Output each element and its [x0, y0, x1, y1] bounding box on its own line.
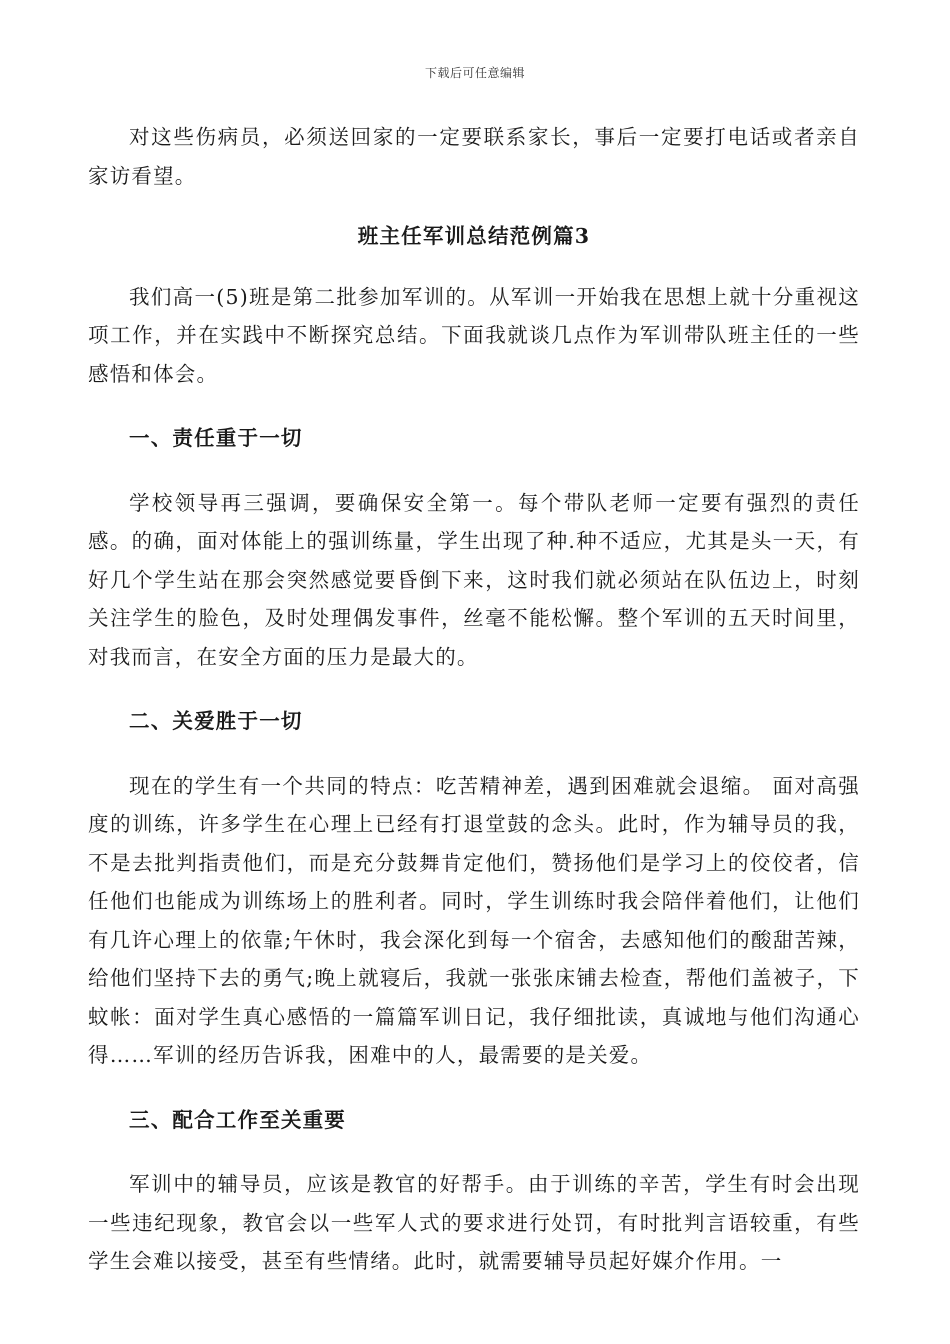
document-title: 班主任军训总结范例篇3 [357, 224, 591, 248]
section2-paragraph: 现在的学生有一个共同的特点：吃苦精神差，遇到困难就会退缩。 面对高强度的训练，许多学生在心理上已经有打退堂鼓的念头。此时，作为辅导员的我，不是去批判指责他们，而是充分鼓舞肯定他们，赞扬他们是学习上的佼佼者，信任他们也能成为训练场上的胜利者。同时，学生训练时我会陪伴着他们，让他们有几许心理上的依靠;午休时，我会深化到每一个宿舍，去感知他们的酸甜苦辣，给他们坚持下去的勇气;晚上就寝后，我就一张张床铺去检查，帮他们盖被子，下蚊帐：面对学生真心感悟的一篇篇军训日记，我仔细批读，真诚地与他们沟通心得……军训的经历告诉我，困难中的人，最需要的是关爱。 [88, 773, 860, 1067]
section1-paragraph: 学校领导再三强调，要确保安全第一。每个带队老师一定要有强烈的责任感。的确，面对体能上的强训练量，学生出现了种.种不适应，尤其是头一天，有好几个学生站在那会突然感觉要昏倒下来，这时我们就必须站在队伍边上，时刻关注学生的脸色，及时处理偶发事件，丝毫不能松懈。整个军训的五天时间里，对我而言，在安全方面的压力是最大的。 [88, 490, 860, 669]
section2-heading: 二、关爱胜于一切 [129, 709, 303, 733]
section3-paragraph: 军训中的辅导员，应该是教官的好帮手。由于训练的辛苦，学生有时会出现一些违纪现象，教官会以一些军人式的要求进行处罚，有时批判言语较重，有些学生会难以接受，甚至有些情绪。此时，就需要辅导员起好媒介作用。一 [88, 1172, 860, 1273]
section3-heading: 三、配合工作至关重要 [129, 1107, 346, 1132]
spacer [88, 256, 860, 278]
spacer [88, 1139, 860, 1165]
header-note: 下载后可任意编辑 [424, 66, 525, 80]
spacer [88, 1075, 860, 1101]
spacer [88, 393, 860, 419]
spacer [88, 676, 860, 702]
spacer [88, 741, 860, 767]
section1-heading: 一、责任重于一切 [129, 426, 303, 450]
intro-paragraph: 对这些伤病员，必须送回家的一定要联系家长，事后一定要打电话或者亲自家访看望。 [88, 125, 860, 188]
spacer [88, 458, 860, 484]
document-body [88, 118, 860, 1281]
opening-paragraph: 我们高一(5)班是第二批参加军训的。从军训一开始我在思想上就十分重视这项工作，并在实践中不断探究总结。下面我就谈几点作为军训带队班主任的一些感悟和体会。 [88, 284, 860, 386]
spacer [88, 195, 860, 217]
